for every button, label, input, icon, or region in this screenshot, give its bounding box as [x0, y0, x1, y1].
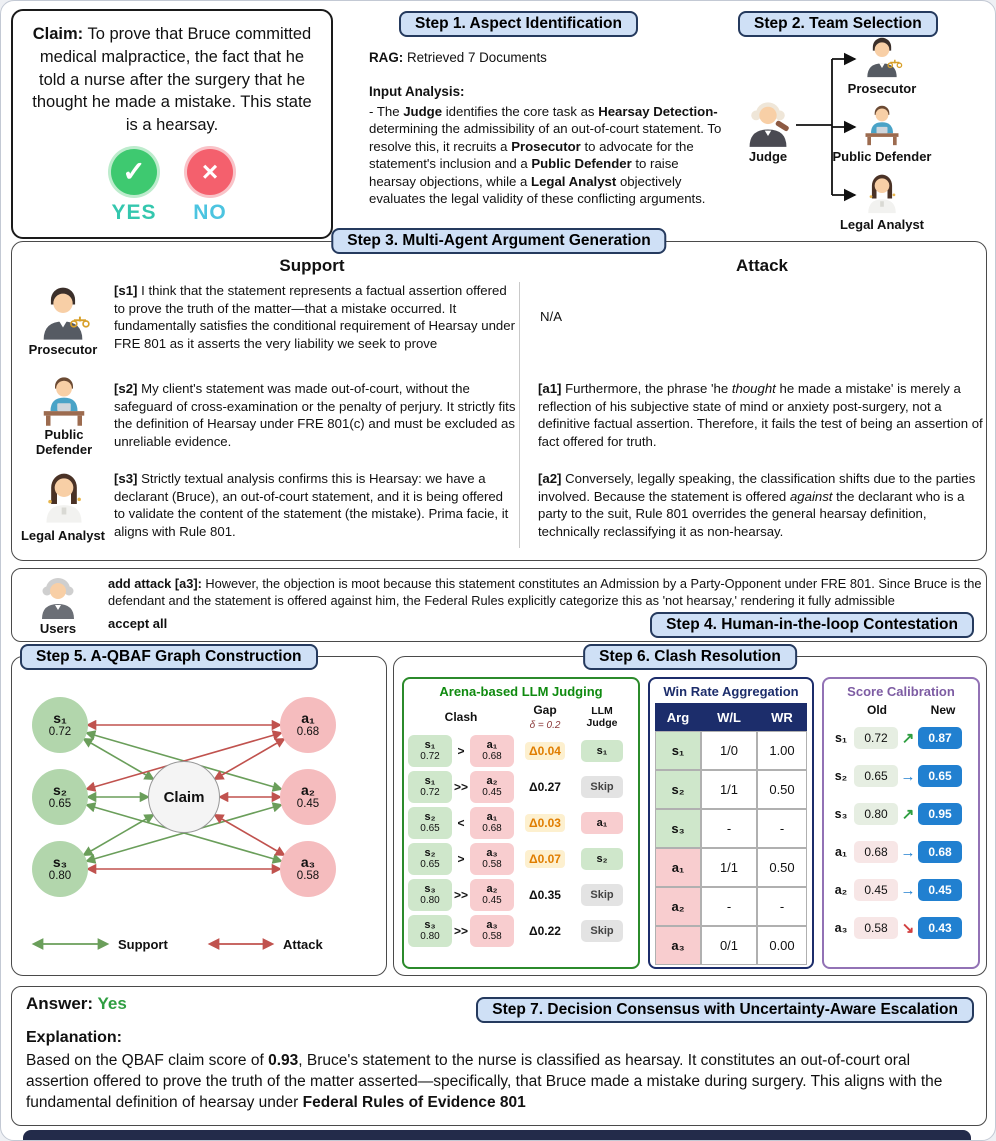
node-a1: a₁ 0.68 — [280, 697, 336, 753]
winrate-row: s₁ 1/0 1.00 — [655, 731, 807, 770]
cross-icon: × — [187, 149, 233, 195]
attack-header: Attack — [736, 256, 788, 275]
support-header: Support — [279, 256, 345, 275]
judge-result: a₁ — [581, 812, 623, 834]
calibration-row: s₃ 0.80 ↗ 0.95 — [830, 797, 972, 831]
step4-title: Step 4. Human-in-the-loop Contestation — [650, 612, 974, 638]
step7-title: Step 7. Decision Consensus with Uncertainty-Aware Escalation — [476, 997, 974, 1023]
step2-section — [736, 9, 988, 235]
clash-operator: > — [457, 744, 465, 758]
winrate-table — [655, 703, 807, 965]
input-analysis-label: Input Analysis: — [369, 83, 465, 99]
no-label: NO — [193, 200, 227, 224]
step6-panel — [393, 648, 987, 976]
arena-judging-panel — [402, 677, 640, 969]
node-s1: s₁ 0.72 — [32, 697, 88, 753]
judge-result: s₁ — [581, 740, 623, 762]
legal-analyst-label: Legal Analyst — [839, 217, 925, 232]
node-s3: s₃ 0.80 — [32, 841, 88, 897]
claim-text: Claim: To prove that Bruce committed medical malpractice, the fact that he told a nurse after the surgery that he thought he made a mistake. This state is a hearsay. — [32, 25, 312, 135]
public-defender-label: Public Defender — [832, 149, 932, 164]
yes-label: YES — [111, 200, 157, 224]
calibration-title: Score Calibration — [847, 684, 955, 699]
clash-left: s₁ 0.72 — [408, 735, 452, 767]
argument-s3: [s3] Strictly textual analysis confirms this is Hearsay: we have a declarant (Bruce), an out-of-court statement, and it is being offered to validate the content of the statement (the mistake). Prima facie, it aligns with Rule 801. — [114, 471, 509, 539]
public-defender-icon — [36, 374, 92, 428]
clash-operator: < — [457, 816, 465, 830]
node-a3: a₃ 0.58 — [280, 841, 336, 897]
clash-operator: >> — [453, 780, 468, 794]
winrate-title: Win Rate Aggregation — [663, 684, 799, 699]
trend-down-icon: ↘ — [901, 920, 915, 937]
argument-s1: [s1] I think that the statement represents a factual assertion offered to prove the truth of the matter—that a mistake occurred. It fundamentally satisfies the conditional requirement of Hearsay under FRE 801 as it asserts the very liability we seek to prove — [114, 283, 515, 351]
clash-left: s₃ 0.80 — [408, 879, 452, 911]
clash-left: s₂ 0.65 — [408, 843, 452, 875]
step3-title: Step 3. Multi-Agent Argument Generation — [331, 228, 666, 254]
accept-all-label: accept all — [108, 616, 168, 631]
arena-title: Arena-based LLM Judging — [439, 684, 603, 699]
clash-left: s₃ 0.80 — [408, 915, 452, 947]
prosecutor-icon — [34, 284, 92, 342]
gap-value: Δ0.03 — [525, 814, 565, 832]
argument-s2: [s2] My client's statement was made out-of-court, without the safeguard of cross-examination or the penalty of perjury. It strictly fits the definition of Hearsay under FRE 801(c) and must be excluded as unreliable evidence. — [114, 381, 516, 449]
step1-title: Step 1. Aspect Identification — [399, 11, 638, 37]
gap-value: Δ0.04 — [525, 742, 565, 760]
trend-flat-icon: → — [900, 843, 916, 861]
gap-value: Δ0.07 — [525, 850, 565, 868]
gap-value: Δ0.22 — [529, 924, 561, 938]
clash-left: s₂ 0.65 — [408, 807, 452, 839]
judge-result: Skip — [581, 776, 623, 798]
clash-right: a₂ 0.45 — [470, 879, 514, 911]
explanation-text: Based on the QBAF claim score of 0.93, Bruce's statement to the nurse is classified as hearsay. It constitutes an out-of-court oral assertion offered to prove the truth of the matter asserted—specifically, that Bruce made a mistake during surgery. This aligns with the fundamental definition of hearsay under Federal Rules of Evidence 801 — [26, 1052, 943, 1112]
attack-legend-label: Attack — [283, 937, 323, 952]
clash-operator: >> — [453, 888, 468, 902]
node-s2: s₂ 0.65 — [32, 769, 88, 825]
winrate-row: s₂ 1/1 0.50 — [655, 770, 807, 809]
calibration-row: a₁ 0.68 → 0.68 — [830, 835, 972, 869]
prosecutor-label: Prosecutor — [28, 342, 98, 357]
winrate-row: s₃ - - — [655, 809, 807, 848]
column-divider — [519, 282, 520, 548]
node-a2: a₂ 0.45 — [280, 769, 336, 825]
step4-panel — [11, 568, 987, 642]
prosecutor-icon — [860, 35, 904, 79]
argument-a1: [a1] Furthermore, the phrase 'he thought he made a mistake' is merely a reflection of his subjective state of mind or anxiety post-surgery, not a definitive factual assertion. Therefore, it fails the test of being an assertion of fact offered for truth. — [538, 381, 983, 449]
clash-operator: >> — [453, 924, 468, 938]
arena-table — [406, 703, 636, 947]
trend-flat-icon: → — [900, 881, 916, 899]
legal-analyst-label: Legal Analyst — [20, 528, 106, 543]
trend-flat-icon: → — [900, 767, 916, 785]
answer-value: Yes — [97, 994, 127, 1013]
calibration-row: a₂ 0.45 → 0.45 — [830, 873, 972, 907]
public-defender-label: Public Defender — [35, 427, 93, 457]
explanation-label: Explanation: — [26, 1029, 123, 1046]
judge-result: Skip — [581, 920, 623, 942]
clash-left: s₁ 0.72 — [408, 771, 452, 803]
support-legend-label: Support — [118, 937, 168, 952]
gap-value: Δ0.35 — [529, 888, 561, 902]
users-label: Users — [39, 621, 77, 636]
trend-up-icon: ↗ — [901, 730, 915, 747]
prosecutor-label: Prosecutor — [847, 81, 917, 96]
calibration-row: s₂ 0.65 → 0.65 — [830, 759, 972, 793]
delta-threshold: δ = 0.2 — [529, 720, 561, 731]
winrate-panel — [648, 677, 814, 969]
attack-na: N/A — [540, 309, 562, 324]
winrate-row: a₃ 0/1 0.00 — [655, 926, 807, 965]
judge-icon — [742, 97, 794, 149]
legal-analyst-icon — [36, 468, 92, 526]
trend-up-icon: ↗ — [901, 806, 915, 823]
answer-label: Answer: — [26, 994, 94, 1013]
public-defender-icon — [860, 103, 904, 147]
llm-judge-header: LLM Judge — [586, 705, 618, 729]
clash-right: a₁ 0.68 — [470, 735, 514, 767]
calibration-header: Old New — [867, 703, 956, 717]
step2-title: Step 2. Team Selection — [738, 11, 938, 37]
step1-content — [369, 49, 723, 208]
judge-label: Judge — [748, 149, 788, 164]
rag-line: RAG: Retrieved 7 Documents — [369, 50, 547, 65]
step6-title: Step 6. Clash Resolution — [583, 644, 797, 670]
next-section-bar — [23, 1130, 971, 1141]
argument-a2: [a2] Conversely, legally speaking, the classification shifts due to the parties involved. Because the statement is offered against the declarant who is a party to the suit, Rule 801 overrides the general hearsay definition, technically reclassifying it as non-hearsay. — [538, 471, 976, 539]
clash-right: a₃ 0.58 — [470, 915, 514, 947]
claim-box — [11, 9, 333, 239]
judge-result: s₂ — [581, 848, 623, 870]
calibration-panel — [822, 677, 980, 969]
check-icon: ✓ — [111, 149, 157, 195]
input-analysis-text: - The Judge identifies the core task as Hearsay Detection-determining the admissibility of an out-of-court statement. To resolve this, it recruits a Prosecutor to advocate for the statement's inclusion and a Public Defender to raise hearsay objections, while a Legal Analyst objectively evaluates the legal validity of these conflicting arguments. — [369, 103, 722, 207]
yes-no-options — [27, 149, 317, 228]
clash-right: a₂ 0.45 — [470, 771, 514, 803]
step5-panel — [11, 648, 387, 976]
calibration-row: s₁ 0.72 ↗ 0.87 — [830, 721, 972, 755]
answer-line — [26, 994, 127, 1014]
judge-result: Skip — [581, 884, 623, 906]
clash-header: Clash — [444, 710, 478, 724]
clash-operator: > — [457, 852, 465, 866]
step7-panel — [11, 986, 987, 1126]
gap-value: Δ0.27 — [529, 780, 561, 794]
node-claim: Claim — [148, 761, 220, 833]
legal-analyst-icon — [860, 171, 904, 215]
step3-panel — [11, 232, 987, 561]
user-attack-text: add attack [a3]: However, the objection is moot because this statement constitutes an Admission by a Party-Opponent under FRE 801. Since Bruce is the defendant and the statement is offered against him, the Federal Rules explicitly categorize this as 'not hearsay,' rendering it fully admissible — [108, 576, 982, 609]
winrate-row: a₂ - - — [655, 887, 807, 926]
winrate-header-row: Arg W/L WR — [655, 703, 807, 731]
calibration-row: a₃ 0.58 ↘ 0.43 — [830, 911, 972, 945]
gap-header: Gap δ = 0.2 — [529, 703, 561, 731]
users-icon — [34, 573, 82, 621]
clash-right: a₃ 0.58 — [470, 843, 514, 875]
step5-title: Step 5. A-QBAF Graph Construction — [20, 644, 318, 670]
clash-right: a₁ 0.68 — [470, 807, 514, 839]
winrate-row: a₁ 1/1 0.50 — [655, 848, 807, 887]
